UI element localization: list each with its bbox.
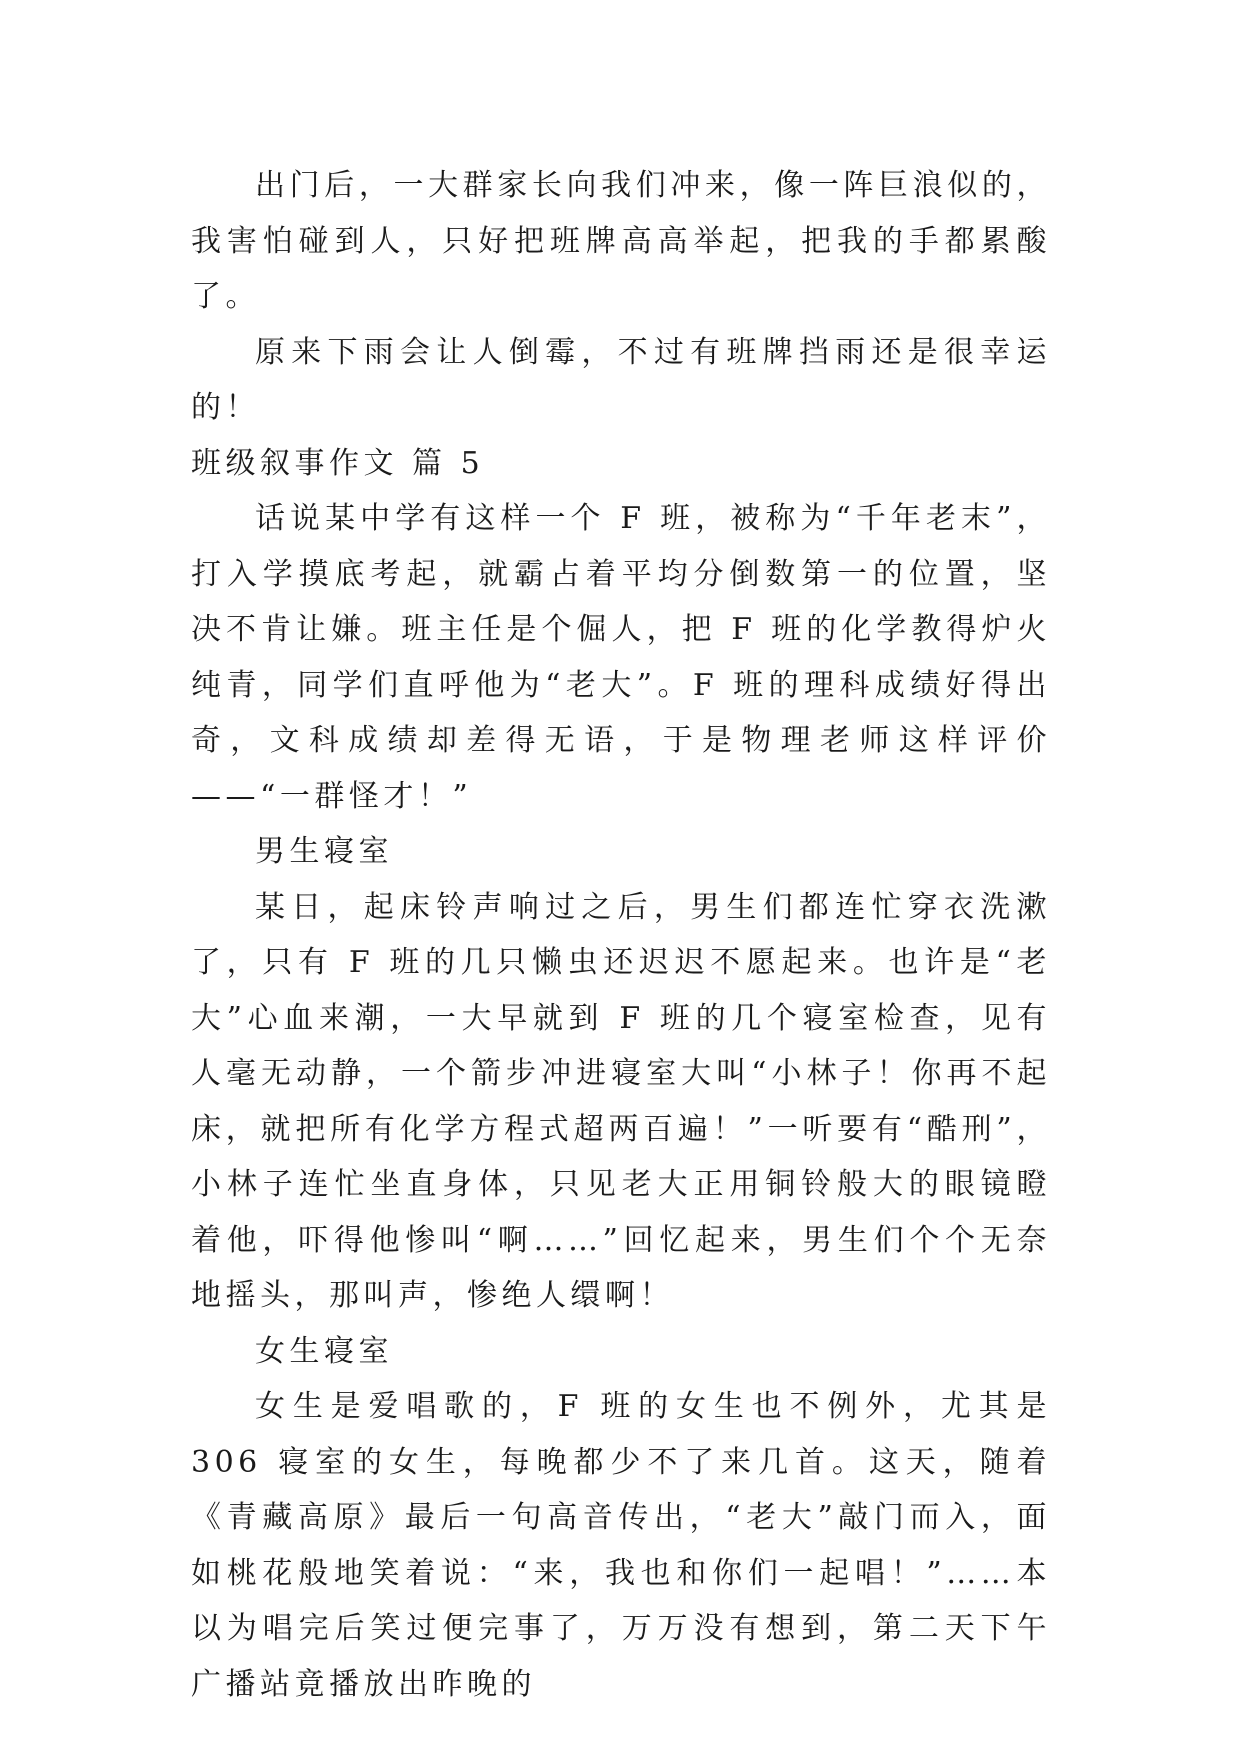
- paragraph-rain-luck: 原来下雨会让人倒霉，不过有班牌挡雨还是很幸运的！: [191, 334, 1051, 425]
- paragraph-girls-dorm: 女生是爱唱歌的，F 班的女生也不例外，尤其是 306 寝室的女生，每晚都少不了来几首。这天，随着《青藏高原》最后一句高音传出，“老大”敲门而入，面如桃花般地笑着说：“来，我也和你们一起唱！”……本以为唱完后笑过便完事了，万万没有想到，第二天下午广播站竟播放出昨晚的: [191, 1389, 1051, 1702]
- subheading-boys-dorm: 男生寝室: [255, 834, 393, 869]
- paragraph-intro: 话说某中学有这样一个 F 班，被称为“千年老末”，打入学摸底考起，就霸占着平均分倒数第一的位置，坚决不肯让嫌。班主任是个倔人，把 F 班的化学教得炉火纯青，同学们直呼他为“老大”。F 班的理科成绩好得出奇，文科成绩却差得无语，于是物理老师这样评价——“一群怪才！”: [191, 501, 1051, 814]
- paragraph-boys-dorm: 某日，起床铃声响过之后，男生们都连忙穿衣洗漱了，只有 F 班的几只懒虫还迟迟不愿起来。也许是“老大”心血来潮，一大早就到 F 班的几个寝室检查，见有人毫无动静，一个箭步冲进寝室大叫“小林子！你再不起床，就把所有化学方程式超两百遍！”一听要有“酷刑”，小林子连忙坐直身体，只见老大正用铜铃般大的眼镜瞪着他，吓得他惨叫“啊……”回忆起来，男生们个个无奈地摇头，那叫声，惨绝人缳啊！: [191, 889, 1051, 1313]
- subheading-girls-dorm: 女生寝室: [255, 1333, 393, 1369]
- section-title: 班级叙事作文 篇 5: [191, 445, 485, 481]
- document-body: [191, 158, 1051, 1712]
- paragraph-parents-rush: 出门后，一大群家长向我们冲来，像一阵巨浪似的，我害怕碰到人，只好把班牌高高举起，把我的手都累酸了。: [191, 168, 1051, 314]
